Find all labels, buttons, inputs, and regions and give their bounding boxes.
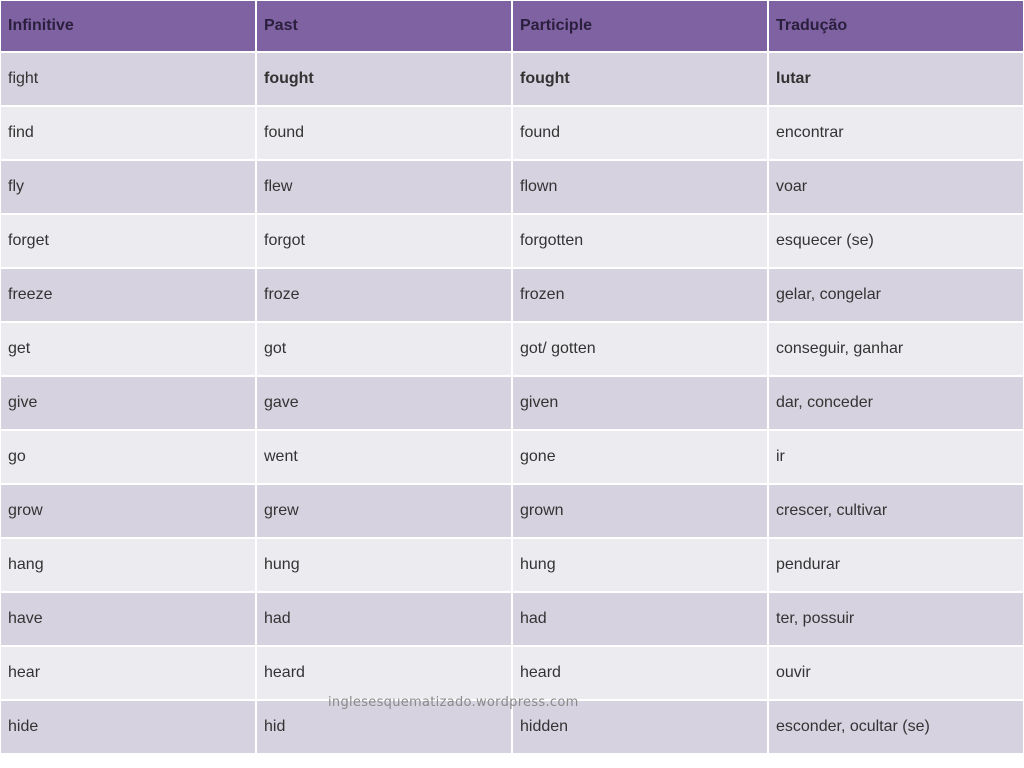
cell-past: had	[257, 593, 511, 645]
cell-infinitive: get	[1, 323, 255, 375]
cell-traducao: pendurar	[769, 539, 1023, 591]
table-row	[1, 431, 1023, 483]
cell-past: flew	[257, 161, 511, 213]
cell-traducao: ouvir	[769, 647, 1023, 699]
cell-past: froze	[257, 269, 511, 321]
table-row	[1, 485, 1023, 537]
cell-participle: got/ gotten	[513, 323, 767, 375]
cell-past: hid	[257, 701, 511, 753]
table-row	[1, 647, 1023, 699]
cell-infinitive: hide	[1, 701, 255, 753]
cell-traducao: voar	[769, 161, 1023, 213]
cell-past: found	[257, 107, 511, 159]
cell-infinitive: have	[1, 593, 255, 645]
watermark: inglesesquematizado.wordpress.com	[328, 695, 579, 710]
cell-past: fought	[257, 53, 511, 105]
cell-infinitive: hear	[1, 647, 255, 699]
cell-traducao: esconder, ocultar (se)	[769, 701, 1023, 753]
cell-participle: grown	[513, 485, 767, 537]
cell-traducao: gelar, congelar	[769, 269, 1023, 321]
cell-past: went	[257, 431, 511, 483]
cell-participle: frozen	[513, 269, 767, 321]
table-row	[1, 269, 1023, 321]
cell-participle: forgotten	[513, 215, 767, 267]
cell-participle: fought	[513, 53, 767, 105]
table-row	[1, 539, 1023, 591]
cell-past: heard	[257, 647, 511, 699]
cell-past: hung	[257, 539, 511, 591]
cell-infinitive: hang	[1, 539, 255, 591]
cell-past: got	[257, 323, 511, 375]
cell-infinitive: grow	[1, 485, 255, 537]
table-row	[1, 377, 1023, 429]
cell-traducao: conseguir, ganhar	[769, 323, 1023, 375]
cell-participle: had	[513, 593, 767, 645]
header-row	[1, 1, 1023, 51]
cell-infinitive: forget	[1, 215, 255, 267]
cell-participle: hung	[513, 539, 767, 591]
cell-participle: given	[513, 377, 767, 429]
cell-infinitive: freeze	[1, 269, 255, 321]
cell-traducao: esquecer (se)	[769, 215, 1023, 267]
cell-traducao: dar, conceder	[769, 377, 1023, 429]
cell-participle: gone	[513, 431, 767, 483]
header-past: Past	[257, 1, 511, 51]
cell-infinitive: find	[1, 107, 255, 159]
cell-traducao: lutar	[769, 53, 1023, 105]
table-row	[1, 107, 1023, 159]
table-row	[1, 161, 1023, 213]
cell-past: gave	[257, 377, 511, 429]
table-body	[1, 53, 1023, 753]
table-row	[1, 323, 1023, 375]
cell-past: grew	[257, 485, 511, 537]
cell-infinitive: give	[1, 377, 255, 429]
cell-traducao: crescer, cultivar	[769, 485, 1023, 537]
cell-traducao: ter, possuir	[769, 593, 1023, 645]
header-infinitive: Infinitive	[1, 1, 255, 51]
table-row	[1, 215, 1023, 267]
cell-past: forgot	[257, 215, 511, 267]
header-participle: Participle	[513, 1, 767, 51]
cell-participle: hidden	[513, 701, 767, 753]
cell-infinitive: fly	[1, 161, 255, 213]
cell-traducao: encontrar	[769, 107, 1023, 159]
cell-traducao: ir	[769, 431, 1023, 483]
cell-infinitive: fight	[1, 53, 255, 105]
cell-participle: heard	[513, 647, 767, 699]
header-traducao: Tradução	[769, 1, 1023, 51]
cell-participle: flown	[513, 161, 767, 213]
table-row	[1, 593, 1023, 645]
table-row	[1, 53, 1023, 105]
cell-participle: found	[513, 107, 767, 159]
table-header	[1, 1, 1023, 51]
cell-infinitive: go	[1, 431, 255, 483]
